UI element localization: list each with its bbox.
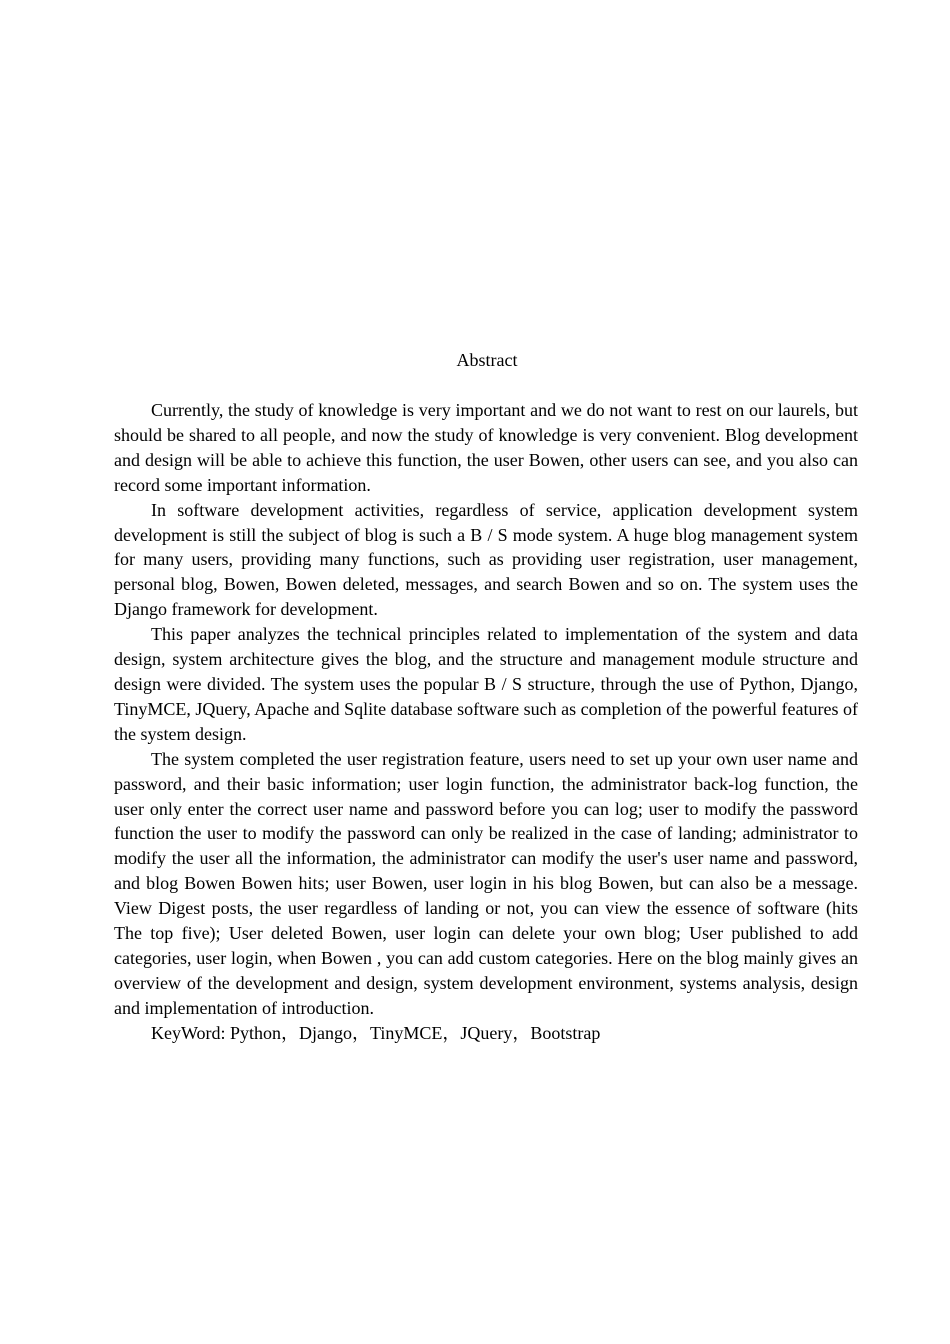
abstract-paragraph-4: The system completed the user registration feature, users need to set up your own user name and password, and their basic information; user login function, the administrator back-log function, the user only enter the correct user name and password before you can log; user to modify the password function the user to modify the password can only be realized in the case of landing; administrator to modify the user all the information, the administrator can modify the user's user name and password, and blog Bowen Bowen hits; user Bowen, user login in his blog Bowen, but can also be a message. View Digest posts, the user regardless of landing or not, you can view the essence of software (hits The top five); User deleted Bowen, user login can delete your own blog; User published to add categories, user login, when Bowen , you can add custom categories. Here on the blog mainly gives an overview of the development and design, system development environment, systems analysis, design and implementation of introduction. bbox=[114, 748, 858, 1018]
abstract-paragraph-1: Currently, the study of knowledge is very important and we do not want to rest on our laurels, but should be shared to all people, and now the study of knowledge is very convenient. Blog development and design will be able to achieve this function, the user Bowen, other users can see, and you also can record some important information. bbox=[114, 400, 858, 495]
abstract-paragraph-3: This paper analyzes the technical principles related to implementation of the system and data design, system architecture gives the blog, and the structure and management module structure and design were divided. The system uses the popular B / S structure, through the use of Python, Django, TinyMCE, JQuery, Apache and Sqlite database software such as completion of the powerful features of the system design. bbox=[114, 624, 858, 744]
abstract-heading: Abstract bbox=[456, 350, 518, 370]
abstract-paragraph-2: In software development activities, regardless of service, application development system development is still the subject of blog is such a B / S mode system. A huge blog management system for many users, providing many functions, such as providing user registration, user management, personal blog, Bowen, Bowen deleted, messages, and search Bowen and so on. The system uses the Django framework for development. bbox=[114, 499, 858, 620]
keywords-line: KeyWord: Python，Django，TinyMCE，JQuery，Bootstrap bbox=[151, 1022, 601, 1043]
abstract-body bbox=[114, 398, 858, 1046]
